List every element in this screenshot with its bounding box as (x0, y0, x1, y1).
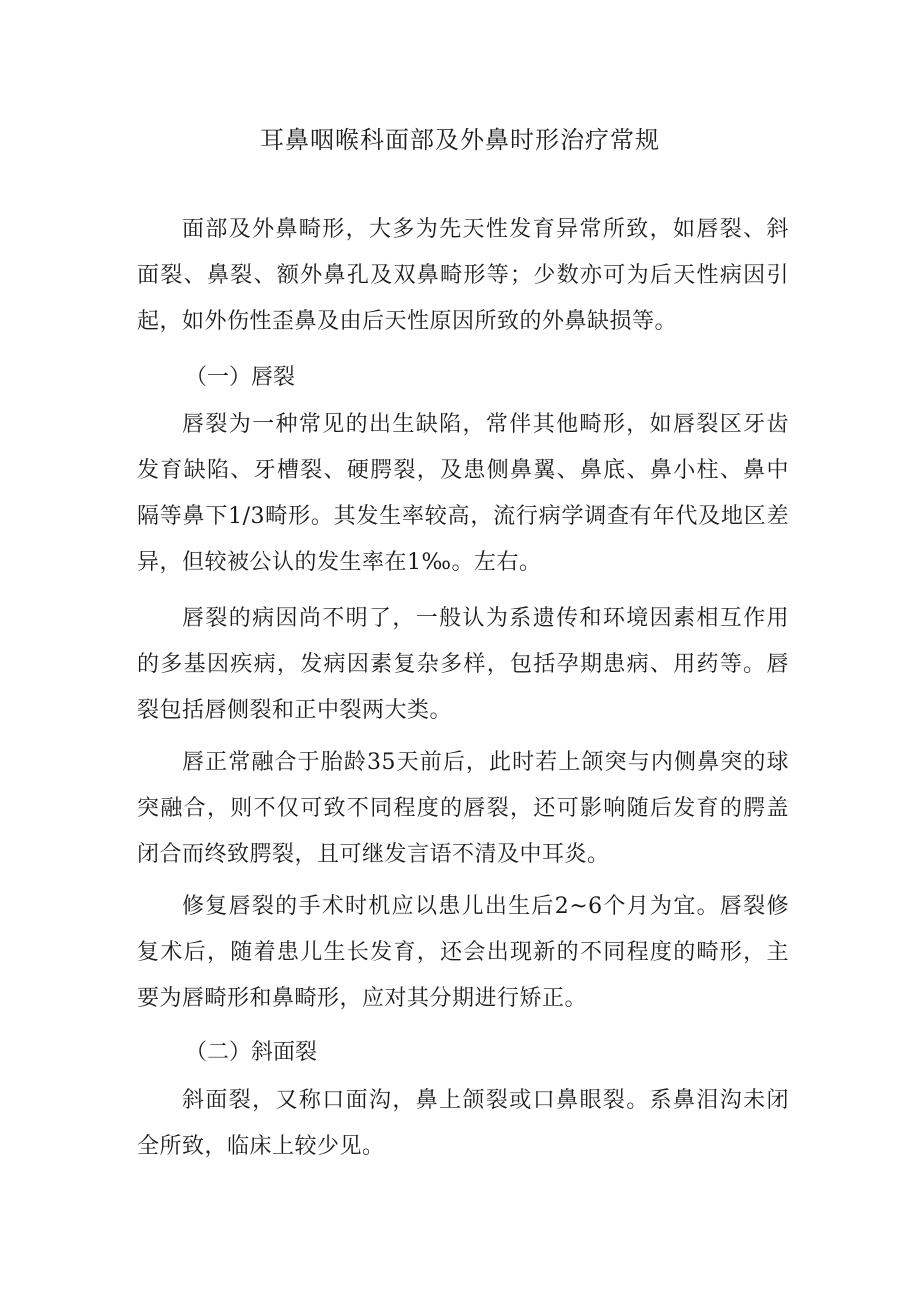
paragraph-cleft-lip-cause: 唇裂的病因尚不明了，一般认为系遗传和环境因素相互作用的多基因疾病，发病因素复杂多样，包括孕期患病、用药等。唇裂包括唇侧裂和正中裂两大类。 (137, 606, 789, 723)
paragraph-cleft-lip-overview: 唇裂为一种常见的出生缺陷，常伴其他畸形，如唇裂区牙齿发育缺陷、牙槽裂、硬腭裂，及患侧鼻翼、鼻底、鼻小柱、鼻中隔等鼻下1/3畸形。其发生率较高，流行病学调查有年代及地区差异，但较被公认的发生率在1‰。左右。 (137, 412, 789, 575)
intro-paragraph: 面部及外鼻畸形，大多为先天性发育异常所致，如唇裂、斜面裂、鼻裂、额外鼻孔及双鼻畸形等；少数亦可为后天性病因引起，如外伤性歪鼻及由后天性原因所致的外鼻缺损等。 (137, 217, 789, 334)
paragraph-oblique-facial-cleft: 斜面裂，又称口面沟，鼻上颌裂或口鼻眼裂。系鼻泪沟未闭全所致，临床上较少见。 (137, 1088, 789, 1159)
paragraph-cleft-lip-surgery: 修复唇裂的手术时机应以患儿出生后2~6个月为宜。唇裂修复术后，随着患儿生长发育，还会出现新的不同程度的畸形，主要为唇畸形和鼻畸形，应对其分期进行矫正。 (137, 894, 789, 1011)
document-title: 耳鼻咽喉科面部及外鼻时形治疗常规 (260, 126, 660, 154)
section-heading-cleft-lip: （一）唇裂 (185, 365, 296, 390)
section-heading-oblique-facial-cleft: （二）斜面裂 (185, 1040, 318, 1065)
paragraph-cleft-lip-embryology: 唇正常融合于胎龄35天前后，此时若上颌突与内侧鼻突的球突融合，则不仅可致不同程度的唇裂，还可影响随后发育的腭盖闭合而终致腭裂，且可继发言语不清及中耳炎。 (137, 750, 789, 867)
